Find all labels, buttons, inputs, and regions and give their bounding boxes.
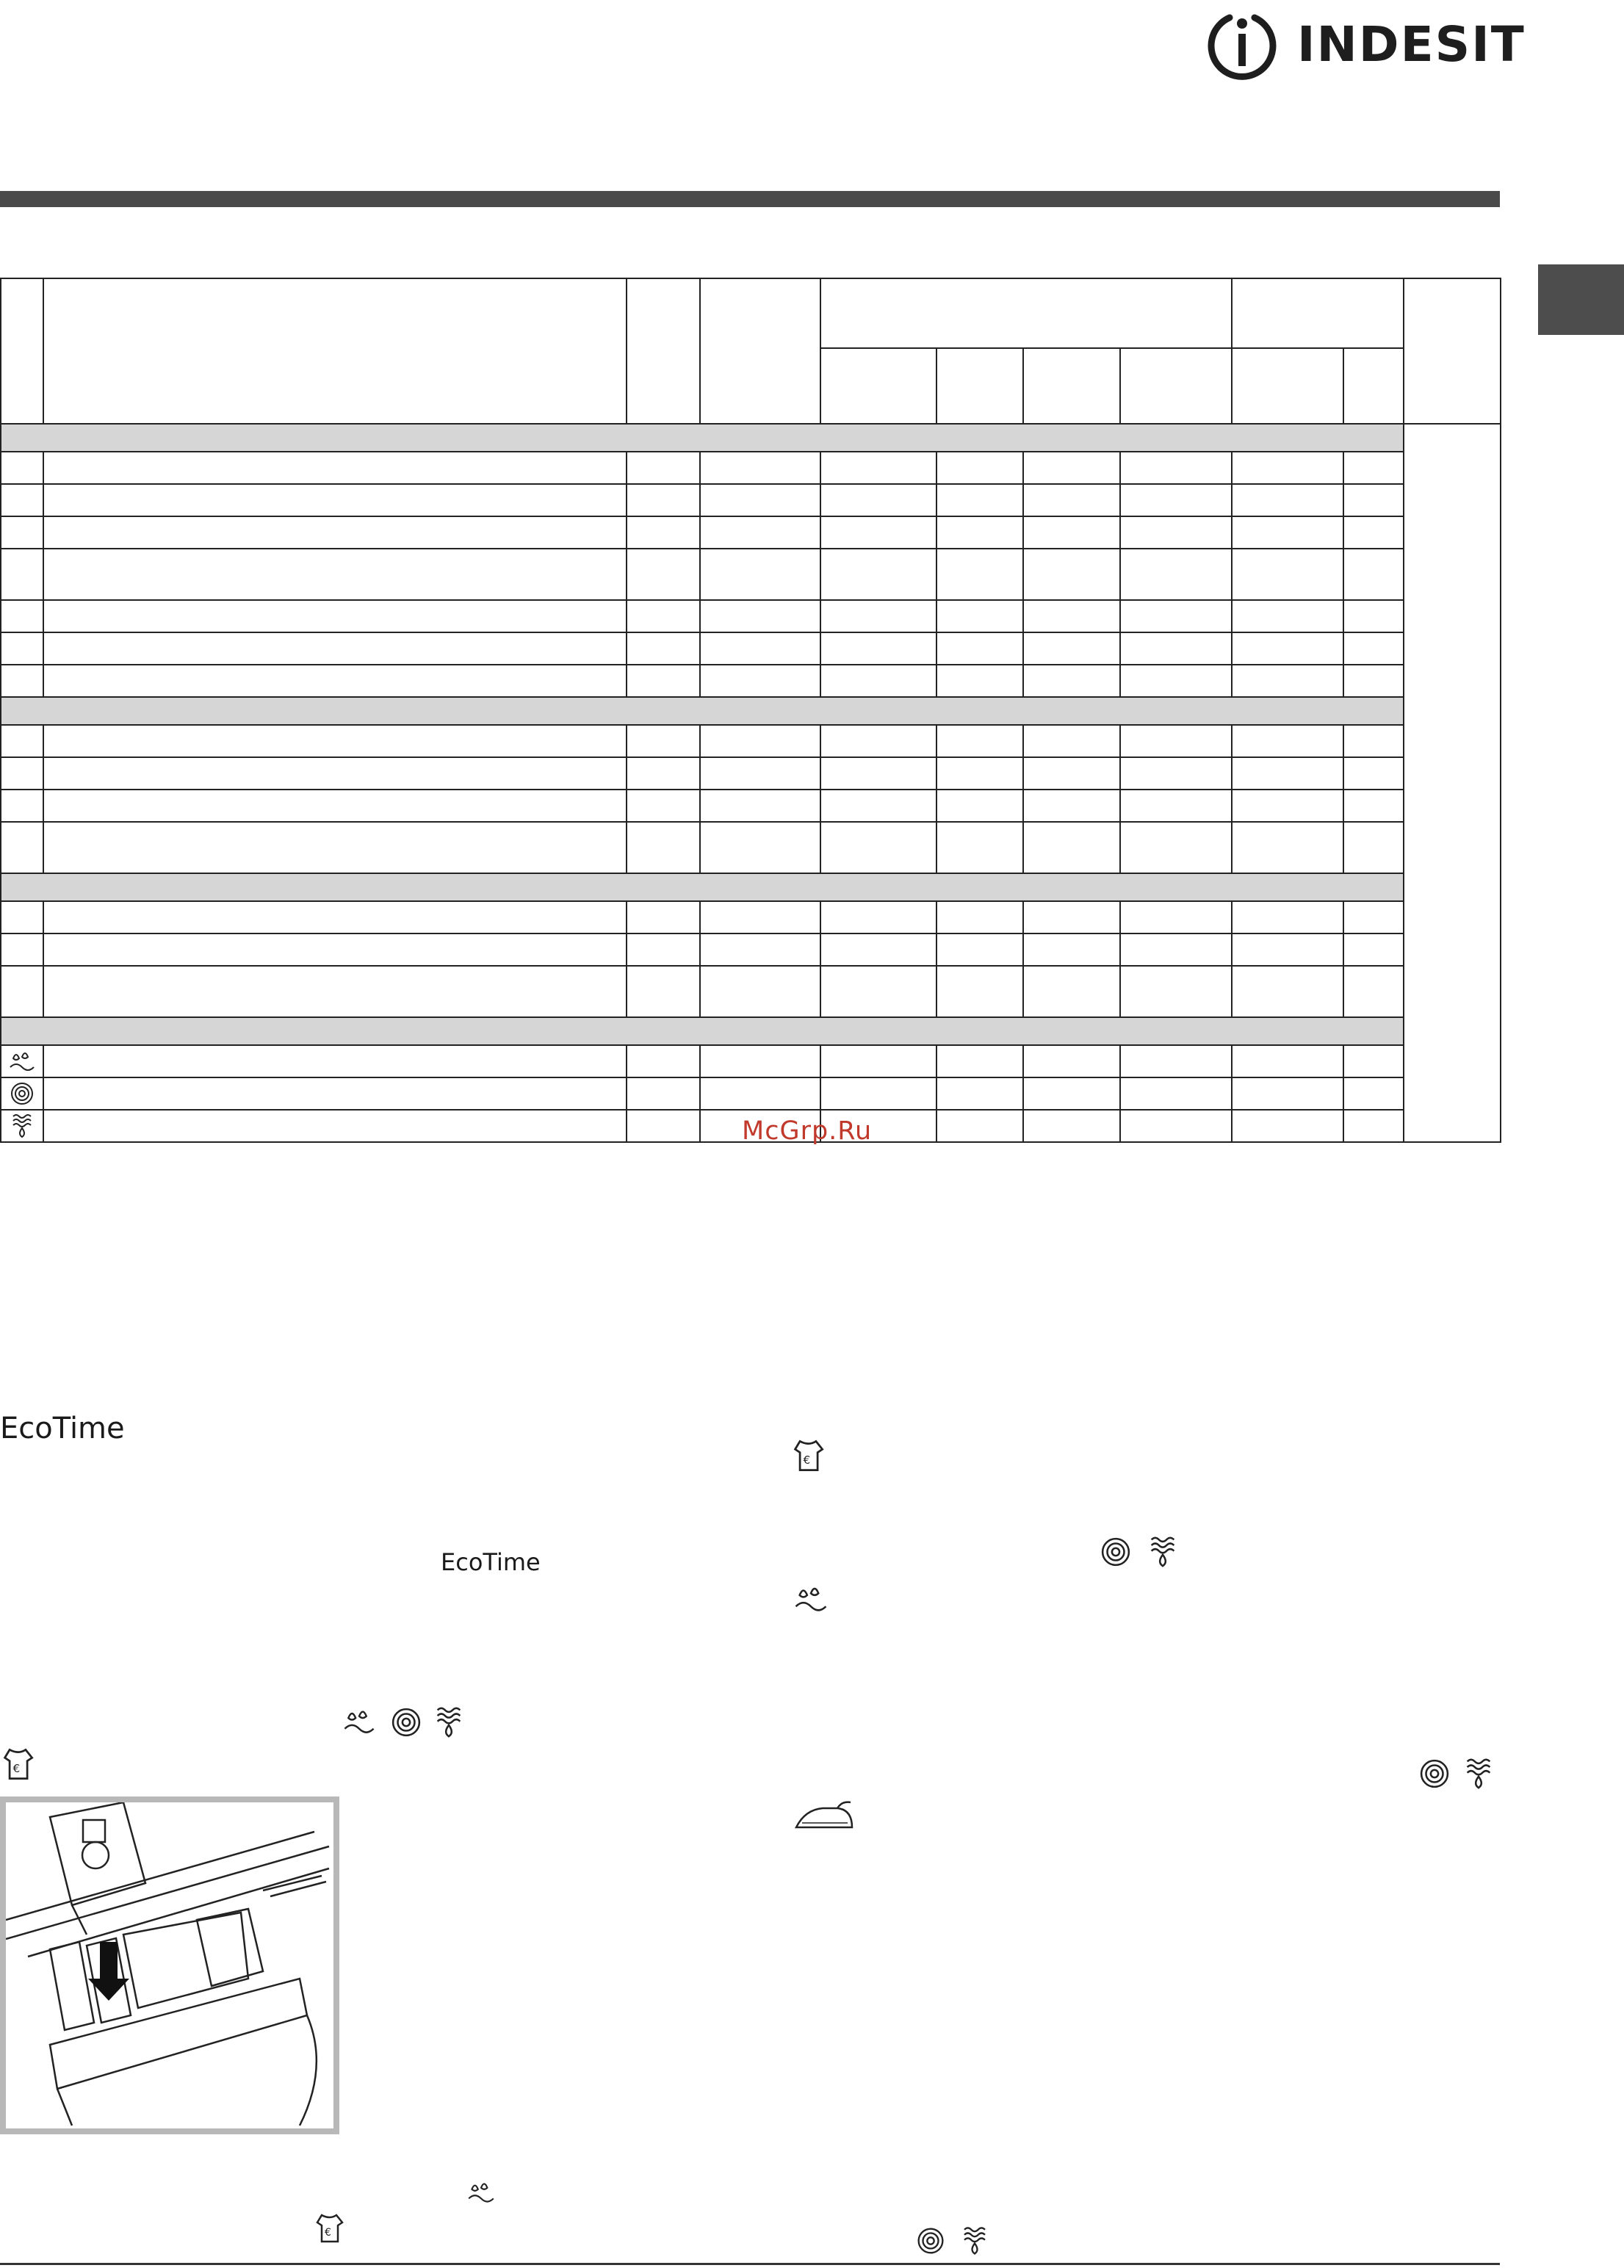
spin-spiral-icon	[9, 1080, 35, 1107]
table-section-band	[1, 697, 1501, 725]
shoe-sport-icon	[341, 1705, 378, 1738]
table-row	[1, 790, 1501, 822]
table-row	[1, 1045, 1501, 1077]
brand-name: INDESIT	[1297, 16, 1526, 73]
ecotime-inline-mark	[441, 1548, 541, 1576]
ecotime-logo: EcoTime	[0, 1412, 125, 1445]
table-row	[1, 516, 1501, 549]
table-header-row	[1, 278, 1501, 348]
table-row	[1, 632, 1501, 665]
tshirt-euro-icon	[1, 1747, 34, 1782]
programme-table	[0, 278, 1501, 1143]
tshirt-euro-icon	[314, 2212, 344, 2244]
spin-spiral-icon	[1099, 1535, 1133, 1569]
footer-rule	[0, 2263, 1500, 2265]
shoe-sport-icon	[466, 2178, 497, 2206]
language-tab[interactable]	[1538, 264, 1624, 335]
spin-spiral-icon	[1418, 1757, 1451, 1791]
table-row	[1, 966, 1501, 1017]
svg-text:€: €	[325, 2227, 331, 2239]
ecotime-heading	[0, 1412, 125, 1445]
watermark: McGrp.Ru	[742, 1116, 873, 1146]
table-section-band	[1, 1017, 1501, 1045]
drain-water-icon	[1462, 1755, 1495, 1792]
table-row	[1, 725, 1501, 757]
spin-spiral-icon	[389, 1705, 423, 1739]
table-row	[1, 600, 1501, 632]
table-section-band	[1, 424, 1501, 452]
table-row	[1, 933, 1501, 966]
drain-water-icon	[959, 2224, 990, 2258]
header-rule	[0, 191, 1500, 207]
svg-text:€: €	[803, 1453, 811, 1467]
table-section-band	[1, 873, 1501, 901]
table-row	[1, 452, 1501, 484]
table-row	[1, 484, 1501, 516]
ecotime-logo: EcoTime	[441, 1548, 541, 1576]
svg-text:€: €	[12, 1761, 21, 1775]
table-row	[1, 665, 1501, 697]
brand-logo	[1202, 7, 1526, 81]
table-row	[1, 901, 1501, 933]
table-row	[1, 549, 1501, 600]
table-row	[1, 822, 1501, 873]
iron-icon	[793, 1798, 859, 1832]
indesit-i-circle-icon	[1202, 7, 1282, 81]
table-row	[1, 757, 1501, 790]
washing-machine-drawer-icon	[6, 1802, 333, 2128]
tshirt-euro-icon	[792, 1438, 824, 1473]
table-row	[1, 1077, 1501, 1110]
drain-water-icon	[1146, 1534, 1180, 1570]
detergent-drawer-illustration	[0, 1796, 339, 2134]
shoe-sport-icon	[792, 1582, 830, 1616]
drain-water-icon	[432, 1704, 466, 1741]
spin-spiral-icon	[915, 2225, 946, 2256]
shoe-sport-icon	[7, 1048, 37, 1075]
drain-water-icon	[9, 1112, 35, 1140]
